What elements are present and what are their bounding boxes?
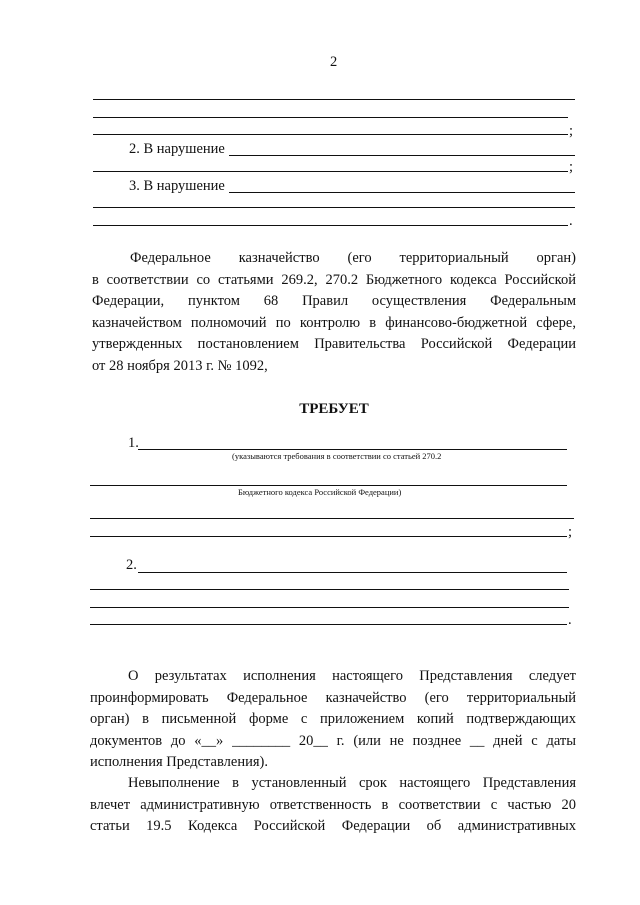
- blank-line: [93, 207, 575, 208]
- paragraph-line: документов до «__» ________ 20__ г. (или не позднее __ дней с даты: [90, 732, 576, 749]
- paragraph-line: орган) в письменной форме с приложением копий подтверждающих: [90, 711, 576, 727]
- paragraph-line: О результатах исполнения настоящего Представления следует: [128, 668, 576, 684]
- period-mark: .: [569, 213, 573, 229]
- paragraph-line: Федерации, пунктом 68 Правил осуществления Федеральным: [92, 293, 576, 309]
- paragraph-line: исполнения Представления).: [90, 754, 268, 770]
- paragraph-line: Федеральное казначейство (его территориальный орган): [130, 250, 576, 266]
- requirement-hint-line-1: (указываются требования в соответствии со статьей 270.2: [232, 451, 442, 461]
- blank-line: [93, 171, 568, 172]
- semicolon-mark: ;: [568, 524, 573, 540]
- period-mark: .: [568, 612, 572, 628]
- blank-line: [138, 449, 567, 450]
- blank-line: [90, 607, 569, 608]
- liability-paragraph: [90, 773, 576, 838]
- blank-line: [93, 134, 568, 135]
- semicolon-mark: ;: [569, 123, 574, 139]
- blank-line: [138, 572, 567, 573]
- violation-item-2-label: 2. В нарушение: [129, 141, 225, 157]
- violation-item-3-label: 3. В нарушение: [129, 178, 225, 194]
- paragraph-line: утвержденных постановлением Правительства Российской Федерации: [92, 336, 576, 352]
- paragraph-line: статьи 19.5 Кодекса Российской Федерации об административных: [90, 818, 576, 834]
- blank-line: [90, 485, 567, 486]
- intro-paragraph: [92, 248, 576, 377]
- requirement-hint-line-2: Бюджетного кодекса Российской Федерации): [238, 487, 402, 497]
- heading-demands: ТРЕБУЕТ: [299, 401, 369, 417]
- semicolon-mark: ;: [569, 159, 574, 175]
- blank-line: [229, 155, 575, 156]
- blank-line: [229, 192, 575, 193]
- paragraph-line: проинформировать Федеральное казначейство (его территориальный: [90, 689, 576, 706]
- blank-line: [90, 536, 567, 537]
- blank-line: [90, 624, 567, 625]
- paragraph-line: влечет административную ответственность в соответствии с частью 20: [90, 796, 576, 813]
- paragraph-line: казначейством полномочий по контролю в финансово-бюджетной сфере,: [92, 314, 576, 331]
- blank-line: [93, 225, 568, 226]
- paragraph-line: Невыполнение в установленный срок настоящего Представления: [128, 775, 576, 791]
- page-number: 2: [330, 54, 338, 70]
- blank-line: [90, 518, 574, 519]
- requirement-1-number: 1.: [128, 435, 139, 451]
- blank-line: [93, 117, 568, 118]
- blank-line: [93, 99, 575, 100]
- paragraph-line: от 28 ноября 2013 г. № 1092,: [92, 357, 268, 374]
- blank-line: [90, 589, 569, 590]
- paragraph-line: в соответствии со статьями 269.2, 270.2 Бюджетного кодекса Российской: [92, 271, 576, 288]
- results-paragraph: [90, 666, 576, 774]
- requirement-2-number: 2.: [126, 557, 137, 573]
